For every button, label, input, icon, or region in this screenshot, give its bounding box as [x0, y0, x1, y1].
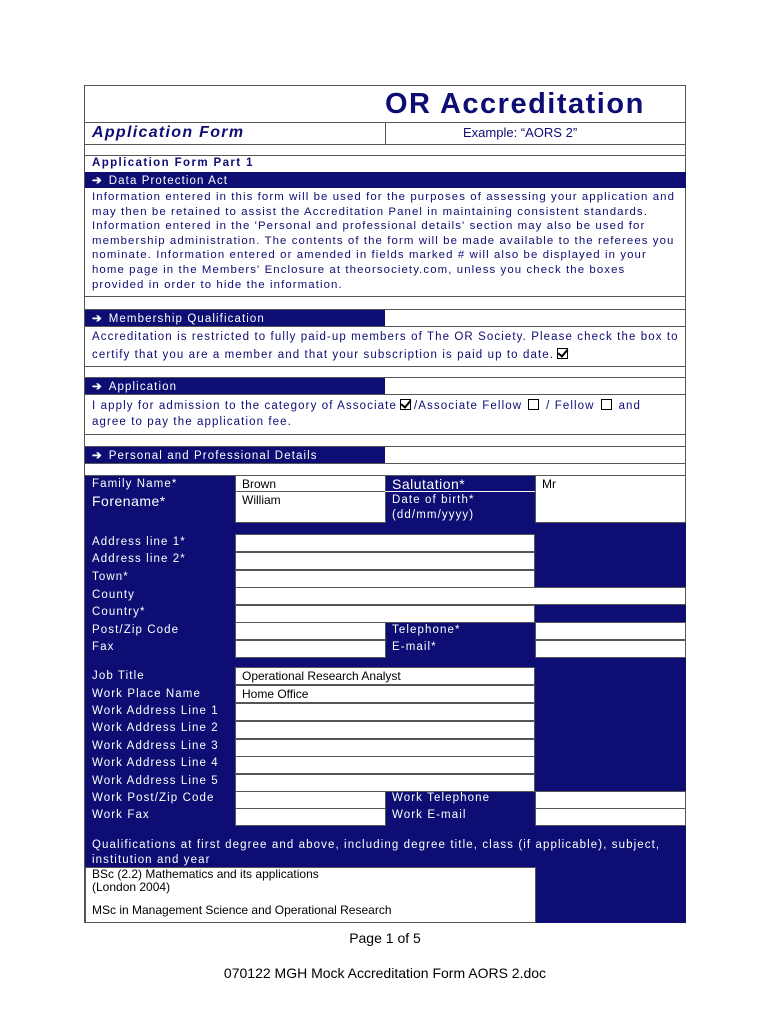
application-body [92, 398, 684, 430]
arrow-right-icon: ➔ [92, 175, 103, 187]
telephone-field[interactable] [535, 622, 686, 640]
work-postcode-label: Work Post/Zip Code [92, 792, 215, 804]
application-text-fellow: / Fellow [546, 400, 595, 412]
membership-heading [92, 311, 265, 325]
personal-heading-text: Personal and Professional Details [108, 450, 318, 462]
work-address5-field[interactable] [235, 774, 535, 792]
forename-field[interactable]: William [235, 491, 386, 523]
work-fax-label: Work Fax [92, 809, 150, 821]
family-name-label: Family Name* [92, 478, 178, 490]
fax-label: Fax [92, 641, 115, 653]
associate-checkbox[interactable] [400, 399, 411, 410]
example-label: Example: “AORS 2” [463, 125, 578, 140]
application-bottom-line [84, 434, 686, 435]
postcode-field[interactable] [235, 622, 386, 640]
address2-label: Address line 2* [92, 553, 186, 565]
work-address4-field[interactable] [235, 756, 535, 774]
qualification-line-3: MSc in Management Science and Operational Research [92, 903, 392, 917]
personal-heading [92, 448, 318, 462]
data-protection-body: Information entered in this form will be used for the purposes of assessing your application and may then be retained to assist the Accreditation Panel in maintaining consistent standards. Information entered in the 'Personal and professional details' section may also be used for membership administration. The contents of the form will be made available to the referees you nominate. Information entered or amended in fields marked # will also be displayed in your home page in the Members' Enclosure at theorsociety.com, unless you check the boxes provided in order to hide the information. [92, 191, 676, 291]
family-name-field[interactable]: Brown [235, 475, 386, 492]
part-label: Application Form Part 1 [92, 157, 254, 169]
salutation-divider [385, 491, 535, 492]
membership-heading-line [84, 326, 686, 327]
work-address1-field[interactable] [235, 703, 535, 721]
email-label: E-mail* [392, 641, 437, 653]
county-field[interactable] [235, 587, 686, 605]
work-address4-label: Work Address Line 4 [92, 757, 219, 769]
email-field[interactable] [535, 640, 686, 658]
application-heading-line [84, 394, 686, 395]
membership-bottom-line [84, 366, 686, 367]
arrow-right-icon: ➔ [92, 313, 103, 325]
qualification-line-2: (London 2004) [92, 880, 171, 894]
county-label: County [92, 589, 136, 601]
work-address3-field[interactable] [235, 739, 535, 757]
job-title-field[interactable]: Operational Research Analyst [235, 667, 535, 685]
workplace-field[interactable]: Home Office [235, 685, 535, 703]
header-separator [385, 122, 386, 144]
postcode-label: Post/Zip Code [92, 624, 180, 636]
application-text-associate-fellow: /Associate Fellow [413, 400, 523, 412]
telephone-label: Telephone* [392, 624, 461, 636]
qualifications-label: Qualifications at first degree and above, including degree title, class (if applicable), subject, institution and year [92, 839, 661, 866]
personal-top-line [84, 446, 686, 447]
page-number: Page 1 of 5 [349, 930, 421, 946]
dp-bottom-line [84, 296, 686, 297]
membership-heading-text: Membership Qualification [108, 313, 265, 325]
country-field[interactable] [235, 605, 535, 623]
address1-field[interactable] [235, 534, 535, 552]
application-heading-text: Application [108, 381, 178, 393]
work-postcode-field[interactable] [235, 791, 386, 809]
work-address5-label: Work Address Line 5 [92, 775, 219, 787]
spacer-line [84, 155, 686, 156]
work-telephone-field[interactable] [535, 791, 686, 809]
qualification-line-1: BSc (2.2) Mathematics and its applications [92, 867, 319, 881]
arrow-right-icon: ➔ [92, 381, 103, 393]
work-address1-label: Work Address Line 1 [92, 705, 219, 717]
application-heading [92, 379, 177, 393]
member-checkbox[interactable] [557, 348, 568, 359]
membership-body-text: Accreditation is restricted to fully paid-up members of The OR Society. Please check the box to certify that you are a member and that your subscription is paid up to date. [92, 331, 679, 361]
address1-label: Address line 1* [92, 536, 186, 548]
town-label: Town* [92, 571, 129, 583]
address2-field[interactable] [235, 552, 535, 570]
personal-heading-line [84, 463, 686, 464]
dob-format-label: (dd/mm/yyyy) [392, 509, 475, 521]
work-fax-field[interactable] [235, 808, 386, 826]
application-text-fee: agree to pay the application fee. [92, 416, 292, 428]
work-address2-label: Work Address Line 2 [92, 722, 219, 734]
page-title: OR Accreditation [385, 88, 645, 120]
town-field[interactable] [235, 570, 535, 588]
data-protection-heading-text: Data Protection Act [108, 175, 229, 187]
header-bottom-line [84, 144, 686, 145]
data-protection-heading [92, 173, 228, 187]
work-address3-label: Work Address Line 3 [92, 740, 219, 752]
work-email-label: Work E-mail [392, 809, 467, 821]
application-text-associate: I apply for admission to the category of Associate [92, 400, 397, 412]
salutation-field[interactable]: Mr [535, 475, 686, 523]
workplace-label: Work Place Name [92, 688, 201, 700]
dob-label: Date of birth* [392, 494, 475, 506]
forename-label: Forename* [92, 493, 166, 509]
arrow-right-icon: ➔ [92, 450, 103, 462]
associate-fellow-checkbox[interactable] [528, 399, 539, 410]
form-subtitle: Application Form [92, 124, 245, 141]
application-text-and: and [618, 400, 642, 412]
job-title-label: Job Title [92, 670, 145, 682]
fellow-checkbox[interactable] [601, 399, 612, 410]
work-email-field[interactable] [535, 808, 686, 826]
document-filename: 070122 MGH Mock Accreditation Form AORS 2.doc [223, 965, 547, 981]
application-top-line [84, 377, 686, 378]
salutation-label: Salutation* [392, 476, 466, 492]
work-address2-field[interactable] [235, 721, 535, 739]
qualifications-field[interactable] [85, 867, 536, 923]
membership-body [92, 328, 682, 364]
country-label: Country* [92, 606, 146, 618]
work-telephone-label: Work Telephone [392, 792, 491, 804]
fax-field[interactable] [235, 640, 386, 658]
